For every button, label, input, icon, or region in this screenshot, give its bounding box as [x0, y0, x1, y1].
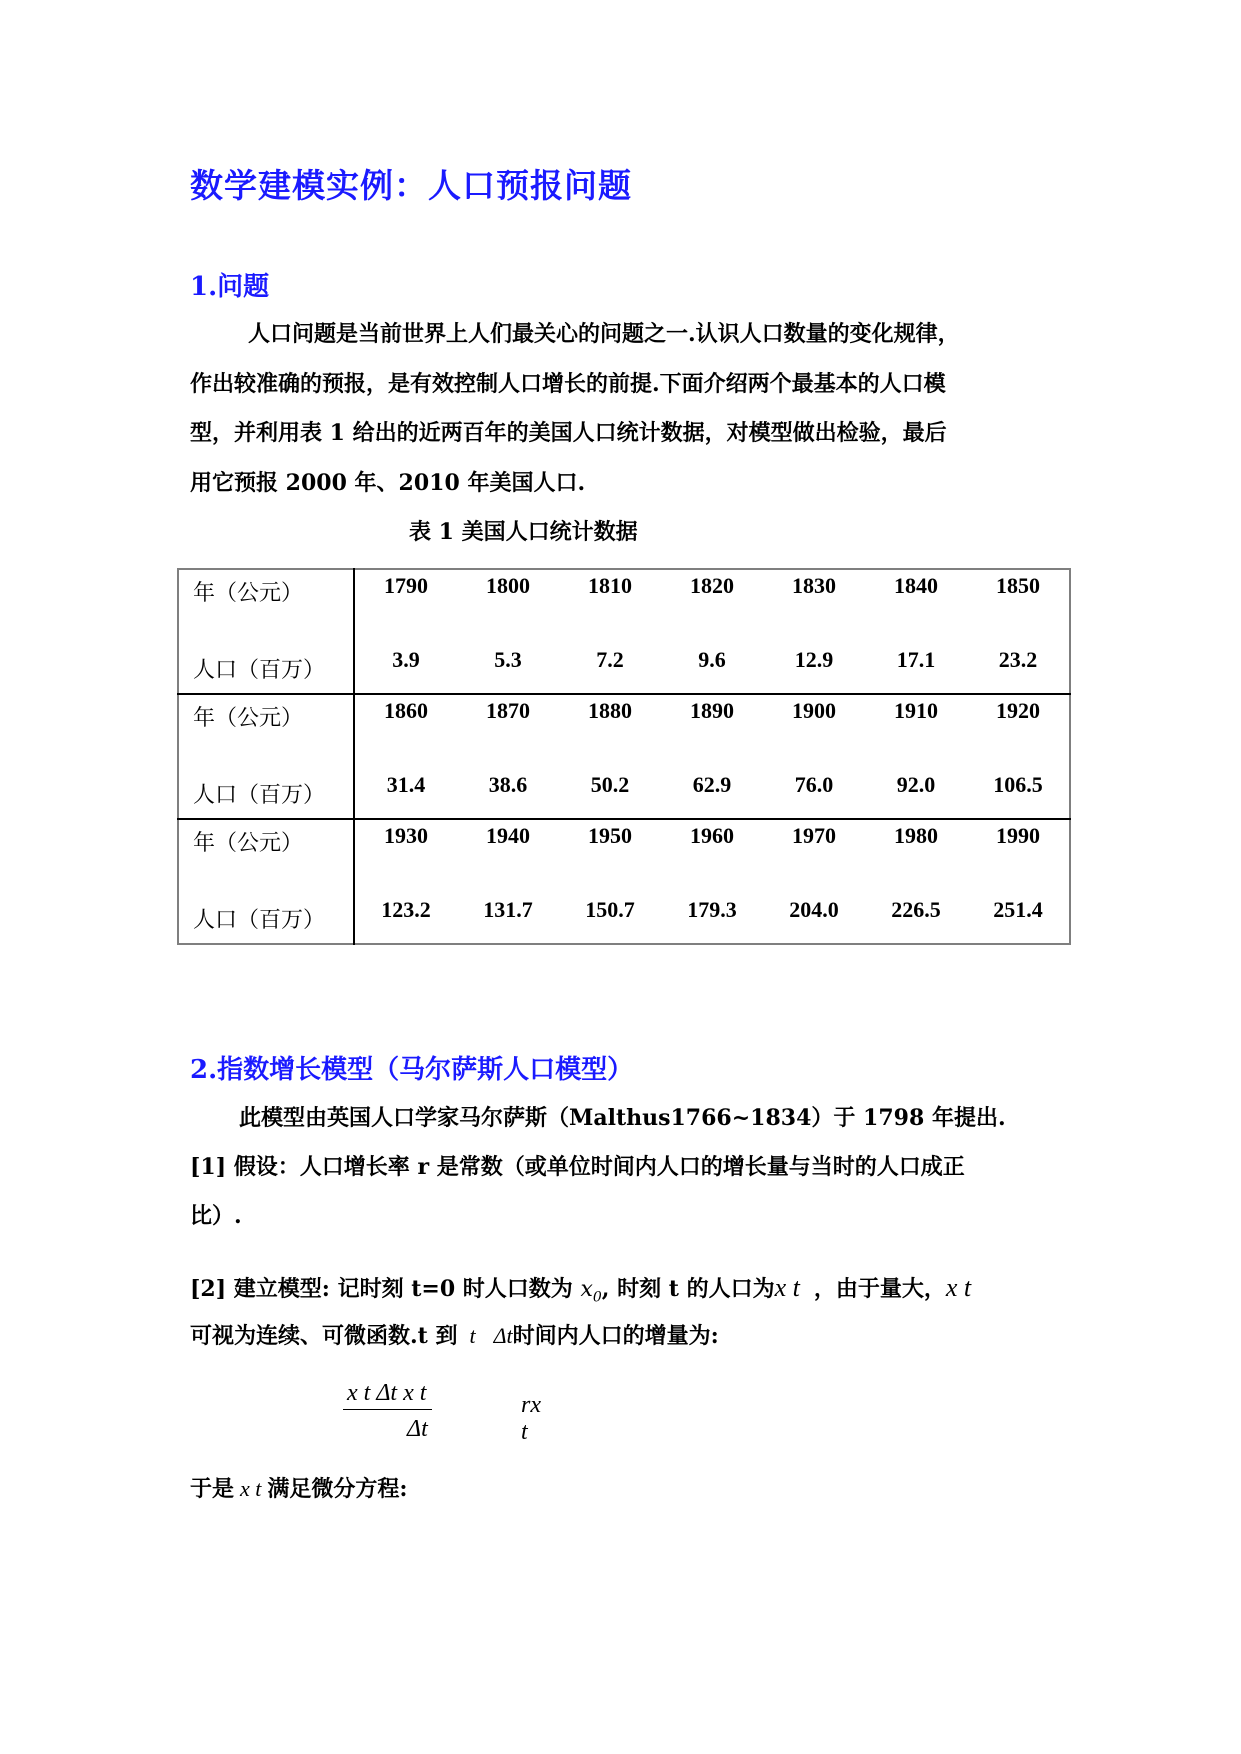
table-row-population [178, 645, 1070, 694]
year-cell: 1880 [559, 694, 661, 728]
xt-symbol: x t [945, 1273, 972, 1302]
year-cell: 1860 [354, 694, 457, 728]
year-cell: 1840 [894, 573, 938, 598]
year-cell: 1900 [763, 694, 865, 728]
table-row-years [178, 569, 1070, 603]
year-cell: 1970 [763, 819, 865, 853]
table-row-population [178, 770, 1070, 819]
year-cell: 1850 [996, 573, 1040, 598]
population-cell: 3.9 [392, 647, 420, 672]
ode-text: 于是 [190, 1476, 235, 1502]
delta-t-symbol: Δt [493, 1323, 513, 1348]
year-cell: 1790 [384, 573, 428, 598]
year-cell: 1820 [690, 573, 734, 598]
t-symbol: t [469, 1323, 476, 1348]
ode-text: 满足微分方程: [267, 1476, 408, 1502]
population-cell: 12.9 [794, 647, 834, 672]
paragraph-line: 人口问题是当前世界上人们最关心的问题之一.认识人口数量的变化规律， [248, 321, 960, 347]
population-label: 人口（百万） [178, 770, 354, 819]
population-label: 人口（百万） [178, 895, 354, 944]
table-caption: 表 1 美国人口统计数据 [409, 519, 638, 545]
population-cell: 204.0 [789, 897, 839, 922]
population-cell: 131.7 [483, 897, 533, 922]
continuity-text: 可视为连续、可微函数.t 到 [190, 1323, 458, 1349]
population-cell: 150.7 [585, 897, 635, 922]
year-cell: 1920 [967, 694, 1070, 728]
year-cell: 1810 [588, 573, 632, 598]
population-cell: 179.3 [687, 897, 737, 922]
population-cell: 38.6 [488, 772, 528, 797]
population-label: 人口（百万） [178, 645, 354, 694]
table-row-years [178, 694, 1070, 728]
year-cell: 1980 [865, 819, 967, 853]
population-cell: 76.0 [794, 772, 834, 797]
population-cell: 31.4 [386, 772, 426, 797]
section-heading-problem: 1.问题 [190, 272, 270, 302]
model-text: [2] 建立模型: 记时刻 t=0 时人口数为 [190, 1276, 581, 1302]
fraction-numerator: x t Δt x t [343, 1380, 432, 1410]
year-label: 年（公元） [178, 694, 354, 770]
model-text: , 时刻 t 的人口为 [601, 1276, 775, 1302]
year-cell: 1800 [486, 573, 530, 598]
population-cell: 9.6 [698, 647, 726, 672]
year-cell: 1910 [865, 694, 967, 728]
x0-symbol: x [580, 1277, 593, 1302]
ode-intro-line [190, 1478, 408, 1500]
fraction-denominator: Δt [407, 1416, 428, 1442]
population-cell: 17.1 [896, 647, 936, 672]
xt-symbol: x t [240, 1476, 262, 1501]
year-cell: 1830 [792, 573, 836, 598]
population-cell: 251.4 [993, 897, 1043, 922]
year-label: 年（公元） [178, 569, 354, 645]
population-cell: 23.2 [998, 647, 1038, 672]
page-title: 数学建模实例：人口预报问题 [190, 166, 632, 205]
formula-rhs: rx t [521, 1392, 541, 1445]
year-cell: 1930 [354, 819, 457, 853]
xt-symbol: x t [774, 1273, 800, 1302]
paragraph-line: 作出较准确的预报，是有效控制人口增长的前提.下面介绍两个最基本的人口模 [190, 371, 946, 397]
difference-quotient-formula [343, 1380, 541, 1445]
table-row-years [178, 819, 1070, 853]
paragraph-line: 型，并利用表 1 给出的近两百年的美国人口统计数据，对模型做出检验，最后 [190, 420, 947, 446]
population-cell: 123.2 [381, 897, 431, 922]
population-cell: 226.5 [891, 897, 941, 922]
model-text: ，由于量大， [813, 1276, 946, 1302]
continuity-text: 时间内人口的增量为: [512, 1323, 719, 1349]
population-cell: 92.0 [896, 772, 936, 797]
model-line [190, 1275, 971, 1304]
year-cell: 1940 [457, 819, 559, 853]
section-heading-model: 2.指数增长模型（马尔萨斯人口模型） [190, 1055, 634, 1085]
year-cell: 1950 [559, 819, 661, 853]
assumption-line: 比）. [190, 1203, 242, 1229]
year-cell: 1870 [457, 694, 559, 728]
population-cell: 5.3 [494, 647, 522, 672]
continuity-line [190, 1325, 719, 1347]
population-cell: 62.9 [692, 772, 732, 797]
year-cell: 1890 [661, 694, 763, 728]
population-table [177, 568, 1071, 945]
population-cell: 106.5 [993, 772, 1043, 797]
table-row-population [178, 895, 1070, 944]
paragraph-line: 用它预报 2000 年、2010 年美国人口. [190, 470, 586, 496]
population-cell: 50.2 [590, 772, 630, 797]
assumption-line: [1] 假设：人口增长率 r 是常数（或单位时间内人口的增长量与当时的人口成正 [190, 1154, 965, 1180]
year-cell: 1990 [967, 819, 1070, 853]
model-intro: 此模型由英国人口学家马尔萨斯（Malthus1766~1834）于 1798 年提出. [239, 1105, 1006, 1131]
year-cell: 1960 [661, 819, 763, 853]
year-label: 年（公元） [178, 819, 354, 895]
population-cell: 7.2 [596, 647, 624, 672]
x0-subscript: 0 [592, 1289, 602, 1306]
